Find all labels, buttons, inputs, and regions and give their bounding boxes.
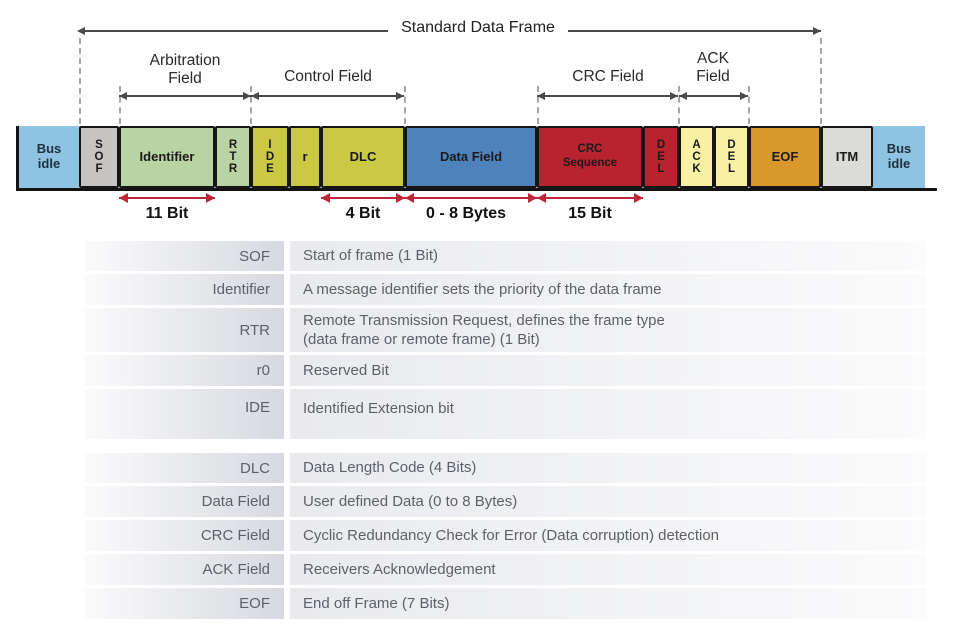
can-frame-bar [16, 126, 937, 191]
frame-segment-ack [679, 126, 714, 188]
dashed-guide-sof [79, 38, 81, 124]
ack-field-label: ACK Field [696, 50, 730, 86]
table-row-eof [84, 588, 926, 619]
segment-label: S O F [94, 138, 104, 176]
bit-span-arrow-data-field [405, 197, 537, 199]
segment-label: Data Field [439, 148, 503, 164]
field-term-cell: EOF [84, 588, 284, 619]
table-row-ack-field [84, 554, 926, 585]
frame-segment-sof [79, 126, 119, 188]
table-row-data-field [84, 486, 926, 517]
segment-label: DLC [349, 148, 377, 164]
frame-segment-bus-idle-left [19, 126, 79, 188]
table-row-rtr [84, 308, 926, 352]
crc-field-span-arrow [537, 95, 678, 97]
segment-label: EOF [771, 148, 799, 164]
field-term-cell: DLC [84, 453, 284, 483]
segment-label: ITM [835, 148, 859, 164]
segment-label: Bus idle [886, 141, 912, 171]
standard-frame-line-left [79, 30, 388, 32]
table-row-crc-field [84, 520, 926, 551]
bit-span-arrow-crc [537, 197, 643, 199]
control-field-label: Control Field [284, 68, 372, 85]
table-row-r0 [84, 355, 926, 386]
frame-segment-dlc [321, 126, 405, 188]
field-term-cell: IDE [84, 389, 284, 439]
field-term-cell: r0 [84, 355, 284, 386]
table-row-dlc [84, 453, 926, 483]
field-term-cell: RTR [84, 308, 284, 352]
table-row-ide [84, 389, 926, 439]
ack-field-span-arrow [679, 95, 748, 97]
bus-line-end [925, 126, 937, 188]
field-description-cell: End off Frame (7 Bits) [290, 588, 926, 619]
arrow-head-right-icon [813, 27, 821, 35]
segment-label: Identifier [139, 148, 195, 164]
frame-segment-del-ack [714, 126, 749, 188]
standard-frame-line-right [568, 30, 821, 32]
field-description-cell: Cyclic Redundancy Check for Error (Data corruption) detection [290, 520, 926, 551]
segment-label: CRC Sequence [562, 143, 618, 169]
segment-label: D E L [656, 138, 666, 176]
arbitration-field-span-arrow [119, 95, 251, 97]
field-description-cell: Receivers Acknowledgement [290, 554, 926, 585]
frame-segment-eof [749, 126, 821, 188]
field-term-cell: ACK Field [84, 554, 284, 585]
segment-label: D E L [727, 138, 736, 176]
dashed-guide-control-end [404, 86, 406, 124]
crc-field-label: CRC Field [572, 68, 644, 85]
field-description-cell: A message identifier sets the priority of the data frame [290, 274, 926, 305]
bit-label-crc: 15 Bit [568, 205, 612, 222]
frame-segment-crc-sequence [537, 126, 643, 188]
field-term-cell: CRC Field [84, 520, 284, 551]
table-row-sof [84, 241, 926, 271]
dashed-guide-eof [820, 38, 822, 124]
field-description-cell: Reserved Bit [290, 355, 926, 386]
segment-label: A C K [692, 138, 701, 176]
frame-segment-ide [251, 126, 289, 188]
field-term-cell: SOF [84, 241, 284, 271]
bit-label-dlc: 4 Bit [345, 205, 381, 222]
bit-label-identifier: 11 Bit [145, 205, 189, 222]
field-term-cell: Identifier [84, 274, 284, 305]
frame-segment-itm [821, 126, 873, 188]
control-field-span-arrow [251, 95, 404, 97]
arrow-head-left-icon [77, 27, 85, 35]
frame-segment-identifier [119, 126, 215, 188]
segment-label: Bus idle [36, 141, 62, 171]
dashed-guide-ack-end [748, 86, 750, 124]
field-term-cell: Data Field [84, 486, 284, 517]
bit-span-arrow-dlc [321, 197, 405, 199]
segment-label: R T R [228, 138, 238, 176]
frame-segment-bus-idle-right [873, 126, 925, 188]
frame-segment-data-field [405, 126, 537, 188]
table-row-identifier [84, 274, 926, 305]
frame-segment-rtr [215, 126, 251, 188]
arbitration-field-label: Arbitration Field [149, 52, 221, 88]
segment-label: I D E [265, 138, 275, 176]
bit-label-data-field: 0 - 8 Bytes [425, 205, 507, 222]
standard-data-frame-title: Standard Data Frame [401, 19, 555, 36]
field-description-cell: Data Length Code (4 Bits) [290, 453, 926, 483]
field-description-cell: Identified Extension bit [290, 389, 926, 439]
frame-segment-r [289, 126, 321, 188]
field-description-cell: Start of frame (1 Bit) [290, 241, 926, 271]
segment-label: r [302, 148, 308, 164]
field-description-cell: Remote Transmission Request, defines the frame type (data frame or remote frame) (1 Bit) [290, 308, 926, 352]
bit-span-arrow-identifier [119, 197, 215, 199]
field-description-cell: User defined Data (0 to 8 Bytes) [290, 486, 926, 517]
frame-segment-del-crc [643, 126, 679, 188]
frame-fields-table [84, 241, 926, 622]
